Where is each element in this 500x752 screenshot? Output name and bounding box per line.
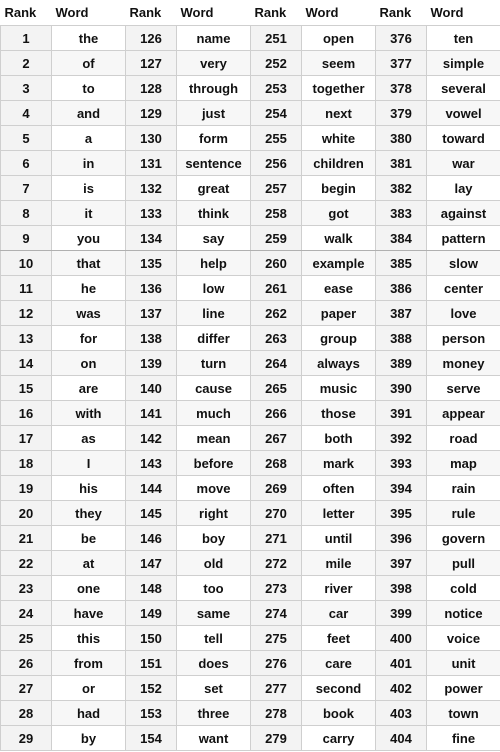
- word-cell: notice: [427, 601, 500, 626]
- word-cell: much: [177, 401, 251, 426]
- word-cell: at: [52, 551, 126, 576]
- rank-cell: 2: [1, 51, 52, 76]
- rank-cell: 265: [251, 376, 302, 401]
- word-cell: cold: [427, 576, 500, 601]
- rank-cell: 27: [1, 676, 52, 701]
- rank-cell: 269: [251, 476, 302, 501]
- table-row: [1, 176, 500, 201]
- rank-cell: 154: [126, 726, 177, 751]
- header-word-2: Word: [177, 0, 251, 26]
- rank-cell: 129: [126, 101, 177, 126]
- rank-cell: 274: [251, 601, 302, 626]
- table-row: [1, 76, 500, 101]
- word-cell: group: [302, 326, 376, 351]
- rank-cell: 4: [1, 101, 52, 126]
- rank-cell: 385: [376, 251, 427, 276]
- word-cell: serve: [427, 376, 500, 401]
- rank-cell: 397: [376, 551, 427, 576]
- rank-cell: 9: [1, 226, 52, 251]
- word-cell: low: [177, 276, 251, 301]
- table-row: [1, 651, 500, 676]
- word-cell: is: [52, 176, 126, 201]
- rank-cell: 23: [1, 576, 52, 601]
- table-row: [1, 326, 500, 351]
- word-cell: tell: [177, 626, 251, 651]
- rank-cell: 144: [126, 476, 177, 501]
- rank-cell: 258: [251, 201, 302, 226]
- table-row: [1, 101, 500, 126]
- rank-cell: 394: [376, 476, 427, 501]
- table-row: [1, 226, 500, 251]
- word-cell: those: [302, 401, 376, 426]
- word-cell: does: [177, 651, 251, 676]
- word-cell: this: [52, 626, 126, 651]
- word-cell: three: [177, 701, 251, 726]
- word-cell: second: [302, 676, 376, 701]
- word-cell: with: [52, 401, 126, 426]
- table-row: [1, 626, 500, 651]
- rank-cell: 19: [1, 476, 52, 501]
- rank-cell: 127: [126, 51, 177, 76]
- rank-cell: 377: [376, 51, 427, 76]
- word-cell: sentence: [177, 151, 251, 176]
- word-cell: begin: [302, 176, 376, 201]
- rank-cell: 263: [251, 326, 302, 351]
- rank-cell: 5: [1, 126, 52, 151]
- word-cell: unit: [427, 651, 500, 676]
- table-row: [1, 276, 500, 301]
- word-cell: paper: [302, 301, 376, 326]
- word-cell: right: [177, 501, 251, 526]
- rank-cell: 402: [376, 676, 427, 701]
- word-cell: through: [177, 76, 251, 101]
- rank-cell: 131: [126, 151, 177, 176]
- header-rank-3: Rank: [251, 0, 302, 26]
- rank-cell: 259: [251, 226, 302, 251]
- word-cell: help: [177, 251, 251, 276]
- word-cell: he: [52, 276, 126, 301]
- word-cell: the: [52, 26, 126, 51]
- table-row: [1, 551, 500, 576]
- word-cell: as: [52, 426, 126, 451]
- rank-cell: 138: [126, 326, 177, 351]
- word-cell: until: [302, 526, 376, 551]
- rank-cell: 401: [376, 651, 427, 676]
- word-cell: think: [177, 201, 251, 226]
- rank-cell: 1: [1, 26, 52, 51]
- word-cell: open: [302, 26, 376, 51]
- word-cell: car: [302, 601, 376, 626]
- rank-cell: 150: [126, 626, 177, 651]
- word-cell: had: [52, 701, 126, 726]
- rank-cell: 257: [251, 176, 302, 201]
- word-cell: mark: [302, 451, 376, 476]
- rank-cell: 24: [1, 601, 52, 626]
- rank-cell: 133: [126, 201, 177, 226]
- rank-cell: 275: [251, 626, 302, 651]
- word-cell: toward: [427, 126, 500, 151]
- rank-cell: 272: [251, 551, 302, 576]
- table-row: [1, 251, 500, 276]
- word-cell: several: [427, 76, 500, 101]
- table-row: [1, 451, 500, 476]
- rank-cell: 276: [251, 651, 302, 676]
- rank-cell: 130: [126, 126, 177, 151]
- table-body: [1, 26, 500, 751]
- rank-cell: 398: [376, 576, 427, 601]
- header-rank-4: Rank: [376, 0, 427, 26]
- table-row: [1, 201, 500, 226]
- rank-cell: 382: [376, 176, 427, 201]
- rank-cell: 22: [1, 551, 52, 576]
- word-cell: form: [177, 126, 251, 151]
- table-row: [1, 701, 500, 726]
- word-cell: often: [302, 476, 376, 501]
- rank-cell: 18: [1, 451, 52, 476]
- rank-cell: 25: [1, 626, 52, 651]
- word-cell: both: [302, 426, 376, 451]
- rank-cell: 270: [251, 501, 302, 526]
- rank-cell: 266: [251, 401, 302, 426]
- table-row: [1, 301, 500, 326]
- rank-cell: 381: [376, 151, 427, 176]
- table-row: [1, 376, 500, 401]
- table-row: [1, 401, 500, 426]
- word-cell: children: [302, 151, 376, 176]
- rank-cell: 137: [126, 301, 177, 326]
- rank-cell: 271: [251, 526, 302, 551]
- word-cell: was: [52, 301, 126, 326]
- rank-cell: 390: [376, 376, 427, 401]
- rank-cell: 20: [1, 501, 52, 526]
- rank-cell: 8: [1, 201, 52, 226]
- word-cell: his: [52, 476, 126, 501]
- header-row: [1, 0, 500, 26]
- word-cell: they: [52, 501, 126, 526]
- rank-cell: 140: [126, 376, 177, 401]
- word-cell: letter: [302, 501, 376, 526]
- word-cell: pull: [427, 551, 500, 576]
- rank-cell: 16: [1, 401, 52, 426]
- rank-cell: 146: [126, 526, 177, 551]
- table-row: [1, 426, 500, 451]
- header-rank-2: Rank: [126, 0, 177, 26]
- word-cell: white: [302, 126, 376, 151]
- header-word-3: Word: [302, 0, 376, 26]
- rank-cell: 136: [126, 276, 177, 301]
- table-row: [1, 476, 500, 501]
- rank-cell: 262: [251, 301, 302, 326]
- word-cell: I: [52, 451, 126, 476]
- word-cell: example: [302, 251, 376, 276]
- word-cell: to: [52, 76, 126, 101]
- word-cell: voice: [427, 626, 500, 651]
- word-cell: feet: [302, 626, 376, 651]
- rank-cell: 147: [126, 551, 177, 576]
- table-row: [1, 576, 500, 601]
- word-cell: and: [52, 101, 126, 126]
- rank-cell: 14: [1, 351, 52, 376]
- rank-cell: 277: [251, 676, 302, 701]
- word-cell: center: [427, 276, 500, 301]
- rank-cell: 376: [376, 26, 427, 51]
- word-cell: money: [427, 351, 500, 376]
- word-cell: old: [177, 551, 251, 576]
- word-cell: have: [52, 601, 126, 626]
- table-row: [1, 676, 500, 701]
- word-cell: or: [52, 676, 126, 701]
- table-row: [1, 526, 500, 551]
- word-cell: map: [427, 451, 500, 476]
- rank-cell: 149: [126, 601, 177, 626]
- rank-cell: 253: [251, 76, 302, 101]
- rank-cell: 267: [251, 426, 302, 451]
- word-cell: next: [302, 101, 376, 126]
- rank-cell: 260: [251, 251, 302, 276]
- word-cell: cause: [177, 376, 251, 401]
- table-row: [1, 501, 500, 526]
- rank-cell: 148: [126, 576, 177, 601]
- word-cell: govern: [427, 526, 500, 551]
- rank-cell: 6: [1, 151, 52, 176]
- word-cell: set: [177, 676, 251, 701]
- rank-cell: 403: [376, 701, 427, 726]
- rank-cell: 135: [126, 251, 177, 276]
- rank-cell: 3: [1, 76, 52, 101]
- rank-cell: 28: [1, 701, 52, 726]
- rank-cell: 400: [376, 626, 427, 651]
- word-cell: seem: [302, 51, 376, 76]
- word-cell: too: [177, 576, 251, 601]
- table-row: [1, 26, 500, 51]
- rank-cell: 383: [376, 201, 427, 226]
- word-cell: want: [177, 726, 251, 751]
- rank-cell: 29: [1, 726, 52, 751]
- word-cell: simple: [427, 51, 500, 76]
- word-cell: mean: [177, 426, 251, 451]
- word-cell: music: [302, 376, 376, 401]
- word-cell: on: [52, 351, 126, 376]
- word-cell: pattern: [427, 226, 500, 251]
- word-cell: from: [52, 651, 126, 676]
- word-cell: just: [177, 101, 251, 126]
- word-cell: boy: [177, 526, 251, 551]
- word-cell: of: [52, 51, 126, 76]
- word-cell: for: [52, 326, 126, 351]
- word-cell: river: [302, 576, 376, 601]
- rank-cell: 384: [376, 226, 427, 251]
- word-cell: one: [52, 576, 126, 601]
- rank-cell: 254: [251, 101, 302, 126]
- word-cell: together: [302, 76, 376, 101]
- table-row: [1, 151, 500, 176]
- table-row: [1, 726, 500, 751]
- word-cell: road: [427, 426, 500, 451]
- rank-cell: 17: [1, 426, 52, 451]
- rank-cell: 378: [376, 76, 427, 101]
- word-cell: that: [52, 251, 126, 276]
- rank-cell: 153: [126, 701, 177, 726]
- word-cell: carry: [302, 726, 376, 751]
- word-cell: book: [302, 701, 376, 726]
- rank-cell: 7: [1, 176, 52, 201]
- word-cell: ten: [427, 26, 500, 51]
- rank-cell: 404: [376, 726, 427, 751]
- table-row: [1, 126, 500, 151]
- word-cell: walk: [302, 226, 376, 251]
- word-cell: a: [52, 126, 126, 151]
- word-cell: appear: [427, 401, 500, 426]
- header-rank-1: Rank: [1, 0, 52, 26]
- rank-cell: 26: [1, 651, 52, 676]
- word-cell: move: [177, 476, 251, 501]
- table-row: [1, 51, 500, 76]
- rank-cell: 387: [376, 301, 427, 326]
- word-cell: say: [177, 226, 251, 251]
- rank-cell: 388: [376, 326, 427, 351]
- word-cell: always: [302, 351, 376, 376]
- word-cell: fine: [427, 726, 500, 751]
- rank-cell: 13: [1, 326, 52, 351]
- rank-cell: 21: [1, 526, 52, 551]
- rank-cell: 380: [376, 126, 427, 151]
- word-cell: very: [177, 51, 251, 76]
- rank-cell: 11: [1, 276, 52, 301]
- rank-cell: 132: [126, 176, 177, 201]
- table-row: [1, 351, 500, 376]
- header-word-1: Word: [52, 0, 126, 26]
- rank-cell: 15: [1, 376, 52, 401]
- word-cell: turn: [177, 351, 251, 376]
- word-cell: war: [427, 151, 500, 176]
- rank-cell: 379: [376, 101, 427, 126]
- rank-cell: 399: [376, 601, 427, 626]
- word-cell: power: [427, 676, 500, 701]
- rank-cell: 143: [126, 451, 177, 476]
- word-cell: by: [52, 726, 126, 751]
- table-row: [1, 601, 500, 626]
- rank-cell: 386: [376, 276, 427, 301]
- word-cell: mile: [302, 551, 376, 576]
- rank-cell: 392: [376, 426, 427, 451]
- word-cell: against: [427, 201, 500, 226]
- word-cell: in: [52, 151, 126, 176]
- word-cell: name: [177, 26, 251, 51]
- word-cell: rain: [427, 476, 500, 501]
- rank-cell: 126: [126, 26, 177, 51]
- word-cell: differ: [177, 326, 251, 351]
- rank-cell: 151: [126, 651, 177, 676]
- rank-cell: 264: [251, 351, 302, 376]
- rank-cell: 12: [1, 301, 52, 326]
- rank-cell: 261: [251, 276, 302, 301]
- rank-cell: 395: [376, 501, 427, 526]
- rank-cell: 252: [251, 51, 302, 76]
- rank-cell: 141: [126, 401, 177, 426]
- rank-cell: 134: [126, 226, 177, 251]
- rank-cell: 268: [251, 451, 302, 476]
- word-cell: got: [302, 201, 376, 226]
- rank-cell: 251: [251, 26, 302, 51]
- word-cell: person: [427, 326, 500, 351]
- word-cell: vowel: [427, 101, 500, 126]
- word-cell: ease: [302, 276, 376, 301]
- word-cell: it: [52, 201, 126, 226]
- rank-cell: 128: [126, 76, 177, 101]
- rank-cell: 139: [126, 351, 177, 376]
- rank-cell: 10: [1, 251, 52, 276]
- rank-cell: 391: [376, 401, 427, 426]
- rank-cell: 279: [251, 726, 302, 751]
- word-cell: slow: [427, 251, 500, 276]
- word-cell: great: [177, 176, 251, 201]
- word-cell: you: [52, 226, 126, 251]
- word-cell: are: [52, 376, 126, 401]
- rank-cell: 393: [376, 451, 427, 476]
- word-cell: same: [177, 601, 251, 626]
- rank-cell: 273: [251, 576, 302, 601]
- word-cell: town: [427, 701, 500, 726]
- word-cell: line: [177, 301, 251, 326]
- word-cell: be: [52, 526, 126, 551]
- rank-cell: 142: [126, 426, 177, 451]
- rank-cell: 152: [126, 676, 177, 701]
- word-cell: care: [302, 651, 376, 676]
- rank-cell: 256: [251, 151, 302, 176]
- rank-cell: 145: [126, 501, 177, 526]
- word-cell: lay: [427, 176, 500, 201]
- rank-cell: 255: [251, 126, 302, 151]
- rank-cell: 396: [376, 526, 427, 551]
- rank-cell: 389: [376, 351, 427, 376]
- word-cell: rule: [427, 501, 500, 526]
- word-cell: before: [177, 451, 251, 476]
- word-cell: love: [427, 301, 500, 326]
- rank-cell: 278: [251, 701, 302, 726]
- header-word-4: Word: [427, 0, 500, 26]
- table-header: [1, 0, 500, 26]
